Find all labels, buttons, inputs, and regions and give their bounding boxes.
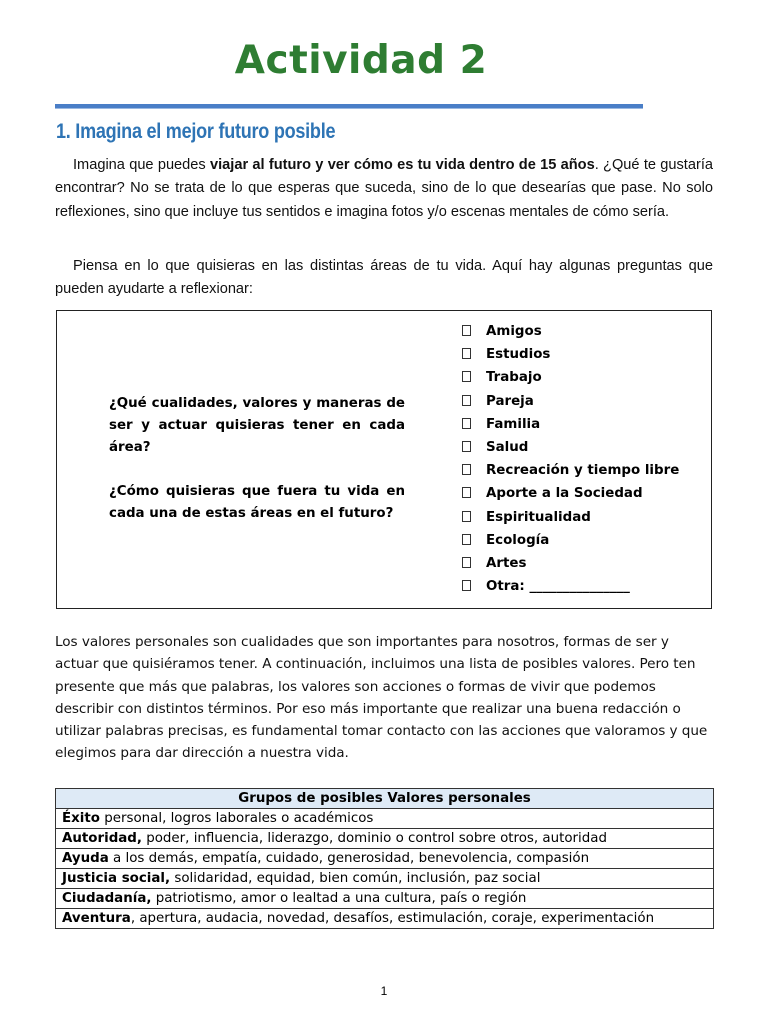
page-title: Actividad 2 (234, 38, 488, 83)
area-item (462, 506, 679, 529)
area-item (462, 366, 679, 389)
intro-text-bold: viajar al futuro y ver cómo es tu vida dentro de 15 años (210, 157, 595, 173)
value-description: , apertura, audacia, novedad, desafíos, estimulación, coraje, experimentación (130, 910, 655, 926)
checkbox-icon[interactable] (462, 534, 471, 545)
checkbox-icon[interactable] (462, 418, 471, 429)
question-future-life: ¿Cómo quisieras que fuera tu vida en cada una de estas áreas en el futuro? (109, 484, 405, 521)
values-paragraph: Los valores personales son cualidades que son importantes para nosotros, formas de ser y actuar que quisiéramos tener. A continuación, incluimos una lista de posibles valores. Pero ten presente que más que palabras, los valores son acciones o formas de vivir que podemos describir con distintos términos. Por eso más importante que realizar una buena redacción o utilizar palabras precisas, es fundamental tomar contacto con las acciones que valoramos y que elegimos para dar dirección a nuestra vida. (55, 634, 708, 762)
area-item (462, 459, 679, 482)
table-row (56, 849, 714, 869)
checkbox-icon[interactable] (462, 395, 471, 406)
area-item (462, 529, 679, 552)
intro-text-end: . ¿Qué te gustaría encontrar? No se trata de lo que esperas que suceda, sino de lo que desearías que pase. No solo reflexiones, sino que incluye tus sentidos e imagina fotos y/o escenas mentales de cómo sería. (55, 157, 713, 220)
area-item (462, 413, 679, 436)
table-row (56, 889, 714, 909)
table-header: Grupos de posibles Valores personales (56, 789, 714, 809)
checkbox-icon[interactable] (462, 464, 471, 475)
area-label: Otra: _______________ (486, 579, 630, 595)
area-item (462, 320, 679, 343)
value-term: Aventura (62, 910, 131, 926)
area-label: Amigos (486, 324, 542, 339)
values-table (55, 788, 714, 929)
area-label: Recreación y tiempo libre (486, 463, 680, 479)
area-label: Pareja (486, 393, 534, 409)
section-heading: 1. Imagina el mejor futuro posible (56, 120, 336, 143)
table-row (56, 909, 714, 929)
area-label: Estudios (486, 347, 551, 363)
checkbox-icon[interactable] (462, 441, 471, 452)
reflection-box (56, 310, 712, 609)
checkbox-icon[interactable] (462, 325, 471, 336)
table-cell (56, 869, 714, 889)
area-label: Espiritualidad (486, 509, 591, 525)
area-label: Aporte a la Sociedad (486, 486, 643, 502)
value-description: poder, influencia, liderazgo, dominio o control sobre otros, autoridad (141, 830, 607, 846)
table-cell (56, 909, 714, 929)
table-cell (56, 849, 714, 869)
table-row (56, 809, 714, 829)
area-item (462, 575, 679, 598)
page-number: 1 (380, 984, 388, 998)
area-label: Artes (486, 555, 527, 571)
table-row (56, 869, 714, 889)
area-label: Familia (486, 416, 541, 432)
checkbox-icon[interactable] (462, 487, 471, 498)
reflection-questions (109, 393, 405, 525)
table-cell (56, 889, 714, 909)
intro-text-start: Imagina que puedes (73, 157, 210, 173)
checkbox-icon[interactable] (462, 557, 471, 568)
checkbox-icon[interactable] (462, 511, 471, 522)
prompt-paragraph: Piensa en lo que quisieras en las distintas áreas de tu vida. Aquí hay algunas preguntas que pueden ayudarte a reflexionar: (55, 258, 713, 298)
area-item (462, 482, 679, 505)
area-item (462, 436, 679, 459)
value-term: Justicia social, (62, 870, 171, 886)
table-cell (56, 829, 714, 849)
checkbox-icon[interactable] (462, 580, 471, 591)
value-description: patriotismo, amor o lealtad a una cultura, país o región (151, 890, 527, 906)
value-term: Ciudadanía, (62, 890, 152, 906)
value-term: Ayuda (62, 850, 109, 866)
area-label: Trabajo (486, 370, 542, 386)
area-item (462, 552, 679, 575)
checkbox-icon[interactable] (462, 371, 471, 382)
intro-paragraph (55, 154, 713, 224)
value-term: Autoridad, (62, 830, 142, 846)
table-row (56, 829, 714, 849)
table-header-row (56, 789, 714, 809)
area-item (462, 390, 679, 413)
life-areas-checklist (462, 320, 679, 598)
value-description: personal, logros laborales o académicos (99, 810, 374, 826)
value-description: a los demás, empatía, cuidado, generosidad, benevolencia, compasión (108, 850, 590, 866)
area-label: Ecología (486, 532, 550, 548)
table-cell (56, 809, 714, 829)
title-underline (55, 104, 643, 109)
area-item (462, 343, 679, 366)
checkbox-icon[interactable] (462, 348, 471, 359)
value-description: solidaridad, equidad, bien común, inclusión, paz social (170, 870, 541, 886)
value-term: Éxito (62, 810, 100, 826)
question-qualities: ¿Qué cualidades, valores y maneras de ser y actuar quisieras tener en cada área? (109, 396, 405, 455)
area-label: Salud (486, 439, 529, 455)
